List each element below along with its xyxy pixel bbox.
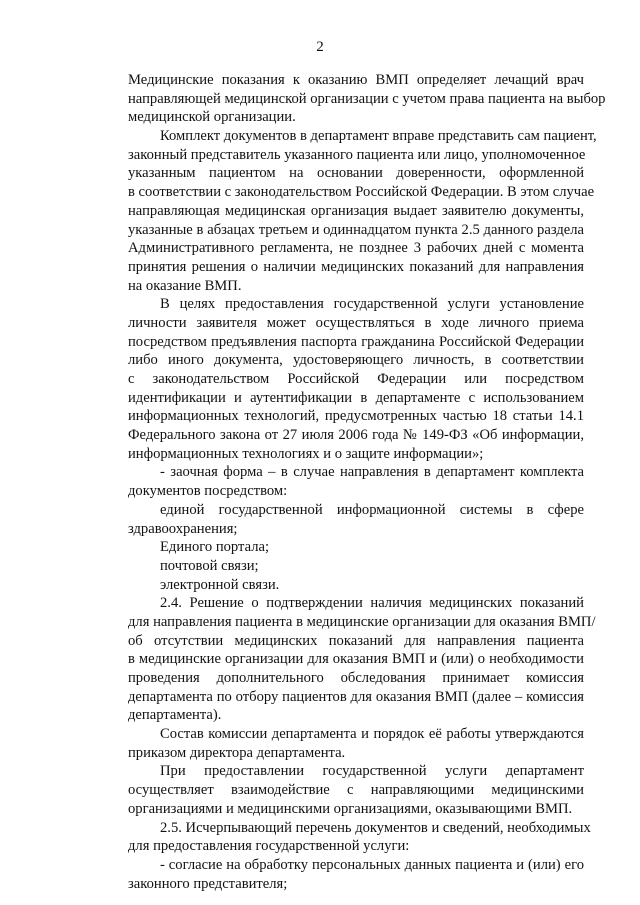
text-line: В целях предоставления государственной услуги установление xyxy=(160,296,584,313)
text-line: - заочная форма – в случае направления в департамент комплекта xyxy=(160,464,584,481)
text-line: Федерального закона от 27 июля 2006 года № 149-ФЗ «Об информации, xyxy=(128,427,584,444)
text-line: медицинской организации. xyxy=(128,109,296,126)
text-line: указанные в абзацах третьем и одиннадцатом пункта 2.5 данного раздела xyxy=(128,221,584,238)
text-line: указанным пациентом на основании доверенности, оформленной xyxy=(128,165,584,182)
text-line: 2.5. Исчерпывающий перечень документов и сведений, необходимых xyxy=(160,819,591,836)
text-line: на оказание ВМП. xyxy=(128,277,242,294)
text-line: документов посредством: xyxy=(128,483,288,500)
text-line: электронной связи. xyxy=(160,576,280,593)
text-line: Комплект документов в департамент вправе представить сам пациент, xyxy=(160,128,597,145)
text-line: направляющая медицинская организация выдает заявителю документы, xyxy=(128,202,584,219)
text-line: информационных технологий, предусмотренных частью 18 статьи 14.1 xyxy=(128,408,584,425)
text-line: единой государственной информационной системы в сфере xyxy=(160,501,584,518)
text-line: Состав комиссии департамента и порядок её работы утверждаются xyxy=(160,726,584,743)
text-line: почтовой связи; xyxy=(160,557,259,574)
text-line: приказом директора департамента. xyxy=(128,744,346,761)
text-line: об отсутствии медицинских показаний для направления пациента xyxy=(128,632,584,649)
text-line: департамента). xyxy=(128,707,222,724)
text-line: личности заявителя может осуществляться в ходе личного приема xyxy=(128,314,584,331)
text-line: посредством предъявления паспорта гражданина Российской Федерации xyxy=(128,333,584,350)
text-line: для предоставления государственной услуги: xyxy=(128,838,410,855)
text-line: законный представитель указанного пациента или лицо, уполномоченное xyxy=(128,146,586,163)
text-line: департамента по отбору пациентов для оказания ВМП (далее – комиссия xyxy=(128,688,584,705)
text-line: информационных технологиях и о защите информации»; xyxy=(128,445,484,462)
text-line: направляющей медицинской организации с учетом права пациента на выбор xyxy=(128,90,606,107)
text-line: принятия решения о наличии медицинских показаний для направления xyxy=(128,258,584,275)
document-body xyxy=(128,71,606,893)
page-number: 2 xyxy=(316,39,324,55)
text-line: осуществляет взаимодействие с направляющими медицинскими xyxy=(128,782,584,799)
text-line: с законодательством Российской Федерации или посредством xyxy=(128,371,584,387)
text-line: - согласие на обработку персональных данных пациента и (или) его xyxy=(160,856,584,873)
text-line: для направления пациента в медицинские организации для оказания ВМП/ xyxy=(128,613,596,630)
text-line: в медицинские организации для оказания ВМП и (или) о необходимости xyxy=(128,651,584,668)
text-line: организациями и медицинскими организациями, оказывающими ВМП. xyxy=(128,800,573,817)
text-line: 2.4. Решение о подтверждении наличия медицинских показаний xyxy=(160,595,584,612)
text-line: Медицинские показания к оказанию ВМП определяет лечащий врач xyxy=(128,72,584,88)
text-line: проведения дополнительного обследования принимает комиссия xyxy=(128,670,584,686)
text-line: либо иного документа, удостоверяющего личность, в соответствии xyxy=(128,352,584,369)
text-line: законного представителя; xyxy=(128,875,288,892)
text-line: При предоставлении государственной услуги департамент xyxy=(160,763,584,780)
text-line: Единого портала; xyxy=(160,539,270,556)
text-line: в соответствии с законодательством Российской Федерации. В этом случае xyxy=(128,184,595,201)
text-line: здравоохранения; xyxy=(128,520,238,537)
text-line: Административного регламента, не позднее 3 рабочих дней с момента xyxy=(128,240,584,257)
text-line: идентификации и аутентификации в департаменте с использованием xyxy=(128,389,584,406)
